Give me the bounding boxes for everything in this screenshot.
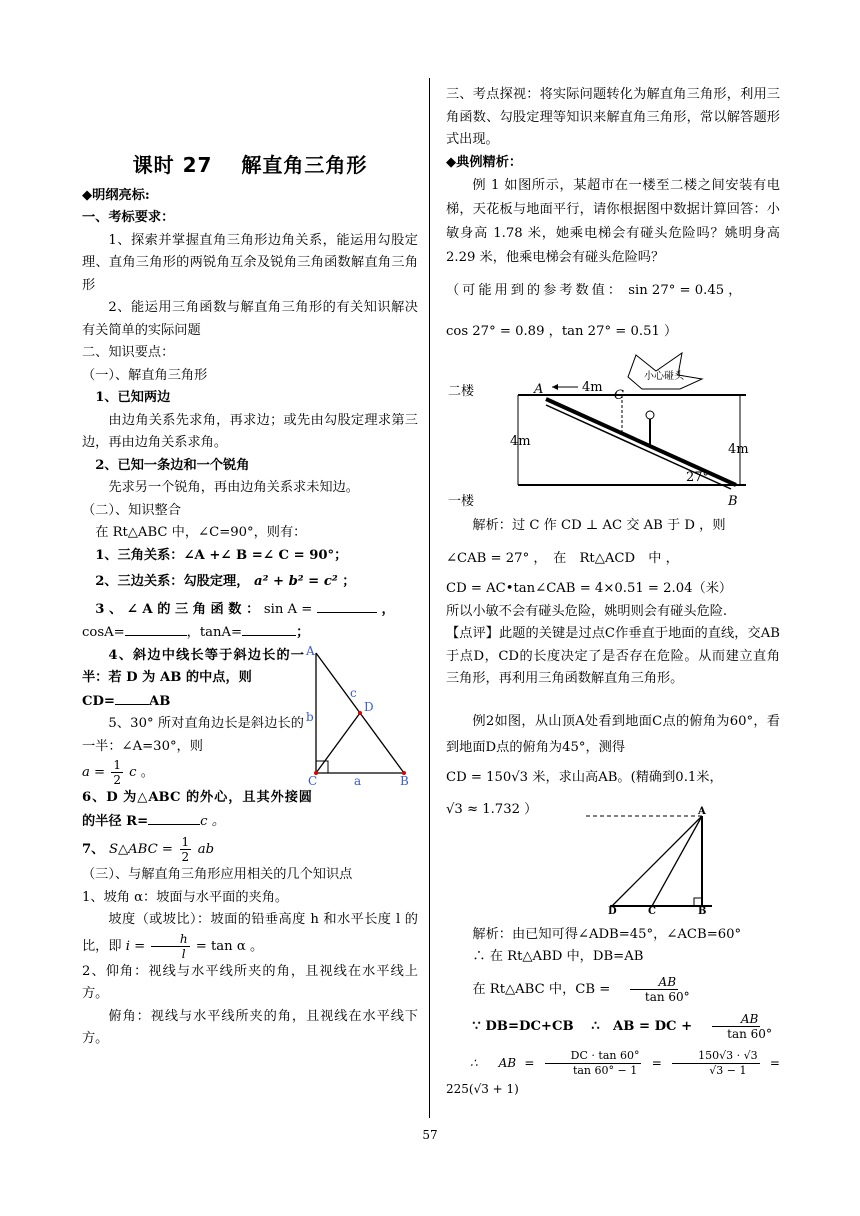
median-block-text — [82, 645, 304, 788]
ab-label: AB — [148, 693, 171, 709]
side-a-label: a — [354, 773, 362, 785]
a-equals: a = — [82, 765, 106, 780]
depression-angle: 俯角：视线与水平线所夹的角，且视线在水平线下方。 — [82, 1008, 418, 1046]
solution-3-label: 在 Rt△ABC 中，CB = — [472, 981, 611, 997]
solution-5-fraction-1 — [545, 1049, 642, 1078]
left-dimension: 4m — [510, 434, 531, 449]
page-number: 57 — [422, 1128, 438, 1142]
circumcenter-text: 6、D 为△ABC 的外心，且其外接圆的半径 R= — [82, 790, 312, 829]
fraction-numerator: 1 — [113, 758, 121, 772]
example-2-text-b: CD = 150√3 米，求山高AB。(精确到0.1米， — [446, 769, 723, 785]
example-1-analysis-b: ∠CAB = 27° ， 在 Rt△ACD 中 ， — [446, 550, 679, 566]
area-fraction — [180, 835, 192, 864]
section-1-heading: 一、考标要求： — [82, 210, 175, 225]
solution-5-numerator-2: 150√3 · √3 — [672, 1049, 760, 1064]
subsection-1-item-2-title: 2、已知一条边和一个锐角 — [95, 457, 250, 473]
right-dimension: 4m — [728, 442, 749, 457]
mountain-point-b: B — [698, 905, 707, 914]
pythagoras-formula: a² + b² = c² — [254, 574, 338, 589]
thirty-degree-rule: 5、30° 所对直角边长是斜边长的一半：∠A=30°，则 — [82, 716, 304, 754]
trig-functions-label: 3 、 ∠ A 的 三 角 函 数 ： — [95, 601, 260, 617]
mountain-point-c: C — [648, 905, 656, 914]
section-1-item-1: 1、探索并掌握直角三角形边角关系，能运用勾股定理、直角三角形的两锐角互余及锐角三角函数解直角三角形 — [82, 232, 418, 293]
section-2-heading: 二、知识要点： — [82, 345, 175, 360]
fraction-denominator: 2 — [113, 773, 121, 787]
solution-4-label: ∵ DB=DC+CB ∴ AB = DC + — [472, 1018, 693, 1034]
outline-heading: ◆明纲亮标: — [82, 187, 150, 203]
cos-label: cosA= — [82, 625, 125, 640]
warning-sign: 小心碰头 — [644, 371, 684, 382]
example-2-text-c: √3 ≈ 1.732 ） — [446, 802, 538, 817]
area-denominator: 2 — [181, 850, 190, 864]
solution-4-denominator: tan 60° — [727, 1026, 772, 1041]
slope-fraction — [151, 932, 189, 961]
median-rule-answer — [82, 690, 304, 714]
side-c-label: c — [350, 685, 357, 700]
page-title: 课时 27 解直角三角形 — [132, 153, 368, 177]
floor-2-label: 二楼 — [448, 384, 475, 399]
example-2-solution-3 — [446, 975, 780, 1004]
area-lhs: S△ABC = — [108, 842, 173, 857]
spacer — [446, 691, 780, 709]
floor-1-label: 一楼 — [448, 494, 475, 509]
sin-blank[interactable] — [317, 598, 377, 613]
top-dimension: 4m — [582, 380, 603, 395]
example-1-comment: 【点评】此题的关键是过点C作垂直于地面的直线，交AB于点D，CD的长度决定了是否存在危险。从而建立直角三角形，再利用三角函数解直角三角形。 — [446, 626, 780, 686]
solution-5-label: ∴ AB = — [470, 1055, 535, 1070]
example-1-analysis-c: CD = AC•tan∠CAB = 4×0.51 = 2.04（米） — [446, 581, 733, 596]
thirty-degree-formula: a = $\frac{1}{2}$ c 。 — [82, 758, 154, 787]
angle-label: 27° — [686, 470, 710, 485]
example-2-solution-2: ∴ 在 Rt△ABD 中，DB=AB — [472, 949, 644, 964]
slope-ratio — [82, 909, 418, 961]
solution-4-numerator: AB — [712, 1012, 760, 1027]
subsection-1-item-1-title: 1、已知两边 — [95, 390, 171, 405]
area-numerator: 1 — [181, 835, 190, 849]
subsection-3-heading: （三）、与解直角三角形应用相关的几个知识点 — [82, 867, 353, 882]
slope-tail: = tan α 。 — [195, 938, 264, 954]
cd-label: CD= — [82, 693, 115, 709]
side-relation-end: ； — [342, 574, 356, 589]
solution-5-fraction-2 — [672, 1049, 760, 1078]
solution-3-numerator: AB — [630, 975, 678, 990]
mountain-point-a: A — [698, 805, 706, 817]
example-2-text: 例2如图，从山顶A处看到地面C点的俯角为60°，看到地面D点的俯角为45°，测得 — [446, 713, 780, 755]
solution-3-denominator: tan 60° — [644, 989, 690, 1004]
elevation-angle: 2、仰角：视线与水平线所夹的角，且视线在水平线上方。 — [82, 963, 418, 1001]
median-block — [82, 645, 418, 788]
mountain-figure — [446, 806, 780, 914]
area-rhs: ab — [197, 842, 215, 857]
half-fraction — [111, 758, 123, 787]
side-b-label: b — [306, 709, 314, 724]
trig-functions-line: 3 、 ∠ A 的 三 角 函 数 ： sin A = ， — [82, 598, 418, 622]
subsection-1-item-1-text: 由边角关系先求角，再求边；或先由勾股定理求第三边，再由边角关系求角。 — [82, 412, 418, 450]
tan-blank[interactable] — [242, 621, 296, 636]
area-formula — [82, 835, 418, 864]
solution-5-denominator-2: √3 − 1 — [709, 1063, 747, 1077]
right-column — [446, 84, 780, 1100]
solution-5-equals: = — [651, 1055, 662, 1070]
column-divider — [429, 78, 430, 1118]
point-c-label: C — [614, 388, 624, 403]
section-3-text: 三、考点探视：将实际问题转化为解直角三角形，利用三角函数、勾股定理等知识来解直角三角形，常以解答题形式出现。 — [446, 87, 780, 147]
section-1-item-2: 2、能运用三角函数与解直角三角形的有关知识解决有关简单的实际问题 — [82, 300, 418, 338]
sin-label: sin A = — [263, 601, 313, 617]
mountain-point-d: D — [608, 905, 617, 914]
solution-5-result: = 225(√3 + 1) — [446, 1055, 780, 1096]
escalator-figure — [446, 349, 780, 509]
solution-5-denominator-1: tan 60° − 1 — [572, 1063, 638, 1077]
example-1-text: 例 1 如图所示，某超市在一楼至二楼之间安装有电梯，天花板与地面平行，请你根据图中数据计算回答：小敏身高 1.78 米，她乘电梯会有碰头危险吗？姚明身高 2.29 米，他乘电梯会有碰头危险吗？ — [446, 178, 780, 265]
subsection-1-heading: （一）、解直角三角形 — [82, 367, 208, 383]
triangle-relation: 1、三角关系：∠A +∠ B =∠ C = 90°； — [95, 547, 348, 563]
example-1-reference-2: cos 27° = 0.89 ，tan 27° = 0.51 ） — [446, 323, 678, 339]
radius-tail: c 。 — [200, 813, 225, 829]
slope-i: i = — [125, 938, 146, 954]
example-1-analysis-d: 所以小敏不会有碰头危险，姚明则会有碰头危险. — [446, 603, 728, 619]
slope-numerator: h — [151, 932, 189, 947]
example-1-analysis-a: 解析：过 C 作 CD ⊥ AC 交 AB 于 D ，则 — [472, 518, 726, 533]
example-2-solution-5 — [446, 1049, 780, 1101]
solution-5-numerator-1: DC · tan 60° — [545, 1049, 642, 1064]
right-triangle-figure — [304, 645, 418, 785]
median-rule: 4、斜边中线长等于斜边长的一半：若 D 为 AB 的中点，则 — [82, 647, 304, 685]
slope-ratio-text: 坡度（或坡比）：坡面的铅垂高度 h 和水平长度 l 的比，即 — [82, 912, 418, 954]
subsection-1-item-2-text: 先求另一个锐角，再由边角关系求未知边。 — [108, 480, 359, 495]
vertex-c-label: C — [308, 773, 318, 785]
point-a-label: A — [534, 382, 544, 397]
point-d-label: D — [364, 699, 374, 714]
cd-blank[interactable] — [115, 690, 149, 705]
subsection-2-heading: （二）、知识整合 — [82, 502, 181, 518]
example-2-solution-4 — [446, 1012, 780, 1041]
slope-angle: 1、坡角 α：坡面与水平面的夹角。 — [82, 889, 289, 905]
area-formula-number: 7、 — [82, 842, 105, 857]
reference-label: （可能用到的参考数值： — [446, 283, 625, 298]
solution-4-fraction — [699, 1012, 774, 1041]
slope-denominator: l — [181, 946, 186, 961]
circumcenter-rule — [82, 787, 312, 833]
solution-3-fraction — [616, 975, 691, 1004]
subsection-2-intro: 在 Rt△ABC 中，∠C=90°，则有： — [95, 525, 307, 540]
examples-heading: ◆典例精析： — [446, 154, 523, 170]
example-1-reference — [446, 280, 780, 303]
side-relation — [82, 571, 418, 594]
reference-sin: sin 27° = 0.45 ， — [628, 283, 742, 298]
radius-blank[interactable] — [148, 810, 200, 825]
example-2-solution-1: 解析：由已知可得∠ADB=45°，∠ACB=60° — [472, 926, 742, 942]
cos-blank[interactable] — [125, 621, 187, 636]
point-b-label: B — [728, 494, 738, 509]
tan-label: ，tanA= — [186, 625, 243, 640]
vertex-b-label: B — [400, 773, 409, 785]
side-relation-label: 2、三边关系：勾股定理， — [95, 574, 250, 589]
left-column — [82, 84, 418, 1051]
c-variable: c — [129, 765, 137, 780]
vertex-a-label: A — [306, 644, 315, 658]
trig-functions-line-2: cosA= ，tanA= ； — [82, 621, 418, 645]
